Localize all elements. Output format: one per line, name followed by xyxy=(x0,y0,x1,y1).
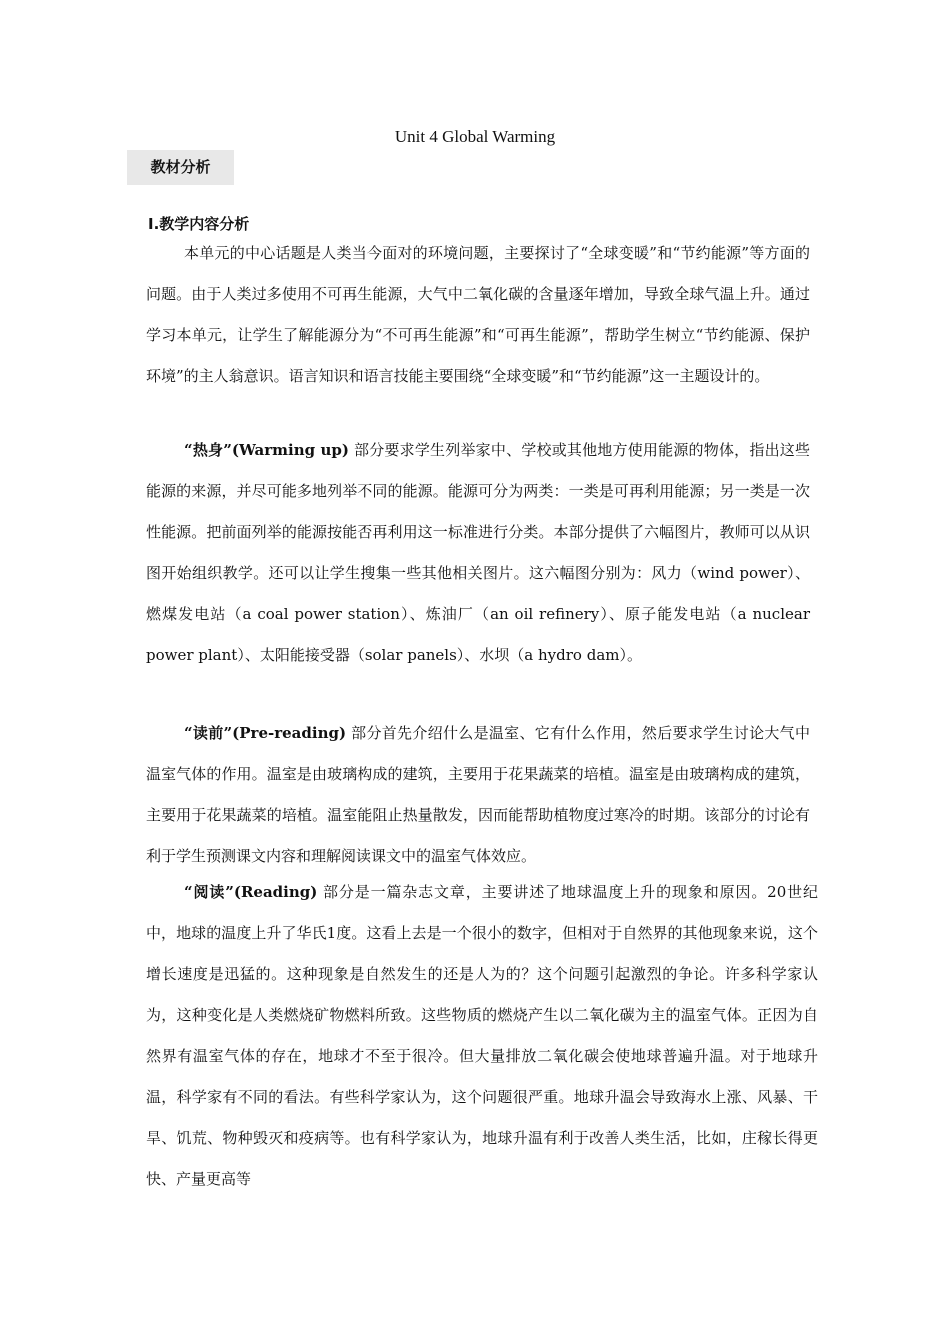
document-title: Unit 4 Global Warming xyxy=(394,127,556,146)
paragraph-reading xyxy=(146,872,818,1200)
paragraph-warming-up xyxy=(146,430,810,676)
paragraph-lead: “热身”(Warming up) xyxy=(184,441,350,459)
paragraph-pre-reading xyxy=(146,713,810,877)
section-heading: Ⅰ.教学内容分析 xyxy=(148,215,250,233)
paragraph-text: 本单元的中心话题是人类当今面对的环境问题，主要探讨了“全球变暖”和“节约能源”等方面的问题。由于人类过多使用不可再生能源，大气中二氧化碳的含量逐年增加，导致全球气温上升。通过学习本单元，让学生了解能源分为“不可再生能源”和“可再生能源”，帮助学生树立“节约能源、保护环境”的主人翁意识。语言知识和语言技能主要围绕“全球变暖”和“节约能源”这一主题设计的。 xyxy=(146,244,810,385)
paragraph-text: 部分首先介绍什么是温室、它有什么作用，然后要求学生讨论大气中温室气体的作用。温室是由玻璃构成的建筑，主要用于花果蔬菜的培植。温室是由玻璃构成的建筑，主要用于花果蔬菜的培植。温室能阻止热量散发，因而能帮助植物度过寒冷的时期。该部分的讨论有利于学生预测课文内容和理解阅读课文中的温室气体效应。 xyxy=(146,724,810,865)
paragraph-text: 部分是一篇杂志文章，主要讲述了地球温度上升的现象和原因。20世纪中，地球的温度上升了华氏1度。这看上去是一个很小的数字，但相对于自然界的其他现象来说，这个增长速度是迅猛的。这种现象是自然发生的还是人为的？这个问题引起激烈的争论。许多科学家认为，这种变化是人类燃烧矿物燃料所致。这些物质的燃烧产生以二氧化碳为主的温室气体。正因为自然界有温室气体的存在，地球才不至于很冷。但大量排放二氧化碳会使地球普遍升温。对于地球升温，科学家有不同的看法。有些科学家认为，这个问题很严重。地球升温会导致海水上涨、风暴、干旱、饥荒、物种毁灭和疫病等。也有科学家认为，地球升温有利于改善人类生活，比如，庄稼长得更快、产量更高等 xyxy=(146,883,819,1188)
paragraph-text: 部分要求学生列举家中、学校或其他地方使用能源的物体，指出这些能源的来源，并尽可能多地列举不同的能源。能源可分为两类：一类是可再利用能源；另一类是一次性能源。把前面列举的能源按能否再利用这一标准进行分类。本部分提供了六幅图片，教师可以从识图开始组织教学。还可以让学生搜集一些其他相关图片。这六幅图分别为：风力（wind power）、燃煤发电站（a coal power station）、炼油厂（an oil refinery）、原子能发电站（a nuclear power plant）、太阳能接受器（solar panels）、水坝（a hydro dam）。 xyxy=(146,441,810,664)
section-badge: 教材分析 xyxy=(127,150,234,185)
paragraph-lead: “阅读”(Reading) xyxy=(184,883,318,901)
paragraph-lead: “读前”(Pre-reading) xyxy=(184,724,347,742)
paragraph-intro xyxy=(146,233,810,397)
